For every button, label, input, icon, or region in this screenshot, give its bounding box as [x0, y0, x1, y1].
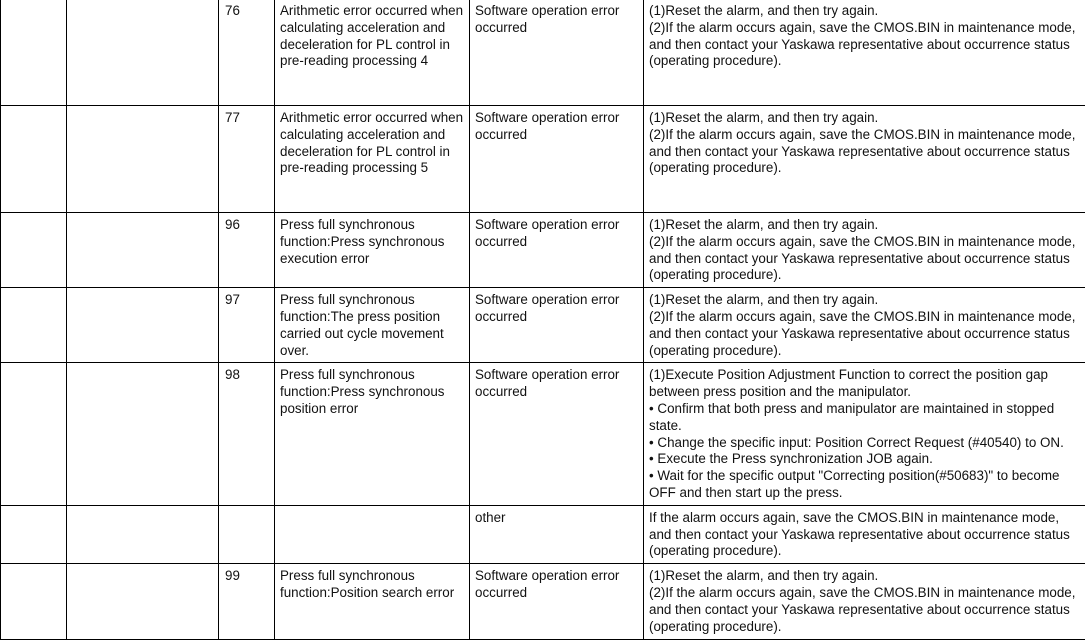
alarm-name-cell [67, 363, 219, 505]
cause-cell: Software operation error occurred [470, 213, 644, 288]
alarm-name-cell [67, 288, 219, 363]
cause-cell: Software operation error occurred [470, 564, 644, 640]
remedy-line: (2)If the alarm occurs again, save the CMOS.BIN in maintenance mode, and then contact your Yaskawa representative about occurrence status (operating procedure). [649, 585, 1080, 635]
table-row [1, 505, 1085, 563]
alarm-name-cell [67, 0, 219, 106]
remedy-cell [644, 564, 1085, 640]
sub-code-cell: 77 [219, 106, 275, 213]
remedy-line: (2)If the alarm occurs again, save the CMOS.BIN in maintenance mode, and then contact your Yaskawa representative about occurrence status (operating procedure). [649, 309, 1080, 359]
meaning-cell: Press full synchronous function:Press synchronous execution error [275, 213, 470, 288]
meaning-cell: Press full synchronous function:The press position carried out cycle movement over. [275, 288, 470, 363]
meaning-cell: Arithmetic error occurred when calculating acceleration and deceleration for PL control in pre-reading processing 4 [275, 0, 470, 106]
remedy-line: • Execute the Press synchronization JOB again. [649, 451, 1080, 468]
remedy-line: (1)Reset the alarm, and then try again. [649, 292, 1080, 309]
remedy-line: (1)Reset the alarm, and then try again. [649, 3, 1080, 20]
table-row [1, 213, 1085, 288]
meaning-cell: Arithmetic error occurred when calculating acceleration and deceleration for PL control in pre-reading processing 5 [275, 106, 470, 213]
alarm-name-cell [67, 564, 219, 640]
alarm-code-cell [1, 106, 67, 213]
remedy-line: (1)Execute Position Adjustment Function to correct the position gap between press position and the manipulator. [649, 367, 1080, 401]
sub-code-cell [219, 505, 275, 563]
remedy-line: • Change the specific input: Position Correct Request (#40540) to ON. [649, 435, 1080, 452]
remedy-line: (1)Reset the alarm, and then try again. [649, 217, 1080, 234]
remedy-line: (2)If the alarm occurs again, save the CMOS.BIN in maintenance mode, and then contact your Yaskawa representative about occurrence status (operating procedure). [649, 127, 1080, 177]
sub-code-cell: 96 [219, 213, 275, 288]
table-row [1, 106, 1085, 213]
remedy-cell [644, 106, 1085, 213]
remedy-line: (1)Reset the alarm, and then try again. [649, 110, 1080, 127]
alarm-code-cell [1, 0, 67, 106]
cause-cell: Software operation error occurred [470, 0, 644, 106]
alarm-table-body [1, 0, 1085, 640]
sub-code-cell: 98 [219, 363, 275, 505]
remedy-line: (2)If the alarm occurs again, save the CMOS.BIN in maintenance mode, and then contact your Yaskawa representative about occurrence status (operating procedure). [649, 234, 1080, 284]
cause-cell: other [470, 505, 644, 563]
remedy-line: (1)Reset the alarm, and then try again. [649, 568, 1080, 585]
remedy-line: (2)If the alarm occurs again, save the CMOS.BIN in maintenance mode, and then contact your Yaskawa representative about occurrence status (operating procedure). [649, 20, 1080, 70]
alarm-name-cell [67, 213, 219, 288]
remedy-cell [644, 213, 1085, 288]
remedy-line: • Wait for the specific output "Correcting position(#50683)" to become OFF and then start up the press. [649, 468, 1080, 502]
sub-code-cell: 97 [219, 288, 275, 363]
remedy-cell [644, 363, 1085, 505]
sub-code-cell: 99 [219, 564, 275, 640]
table-row [1, 363, 1085, 505]
remedy-cell [644, 0, 1085, 106]
alarm-name-cell [67, 106, 219, 213]
remedy-line: • Confirm that both press and manipulator are maintained in stopped state. [649, 401, 1080, 435]
alarm-code-cell [1, 213, 67, 288]
cause-cell: Software operation error occurred [470, 106, 644, 213]
sub-code-cell: 76 [219, 0, 275, 106]
alarm-name-cell [67, 505, 219, 563]
remedy-cell [644, 505, 1085, 563]
remedy-line: If the alarm occurs again, save the CMOS.BIN in maintenance mode, and then contact your Yaskawa representative about occurrence status (operating procedure). [649, 510, 1080, 560]
alarm-code-cell [1, 363, 67, 505]
cause-cell: Software operation error occurred [470, 363, 644, 505]
meaning-cell [275, 505, 470, 563]
alarm-code-cell [1, 288, 67, 363]
remedy-cell [644, 288, 1085, 363]
table-row [1, 564, 1085, 640]
meaning-cell: Press full synchronous function:Position search error [275, 564, 470, 640]
table-row [1, 288, 1085, 363]
alarm-code-cell [1, 564, 67, 640]
meaning-cell: Press full synchronous function:Press synchronous position error [275, 363, 470, 505]
cause-cell: Software operation error occurred [470, 288, 644, 363]
table-row [1, 0, 1085, 106]
alarm-code-cell [1, 505, 67, 563]
